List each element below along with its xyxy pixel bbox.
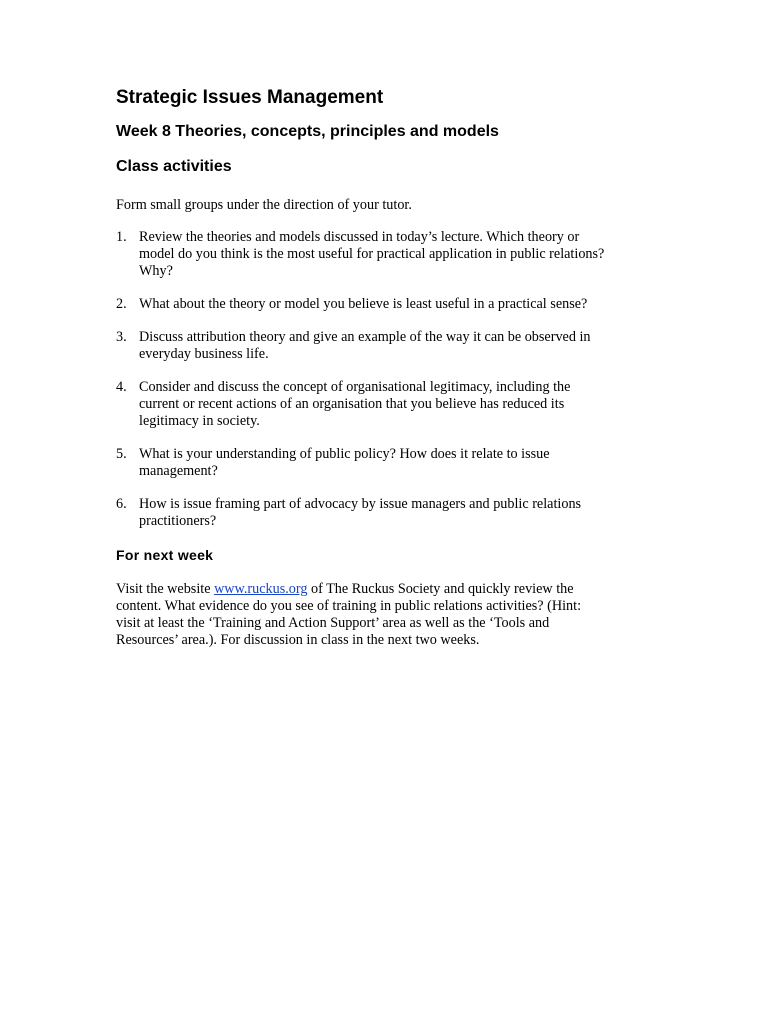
- document-title: Strategic Issues Management: [116, 87, 384, 108]
- next-week-line: visit at least the ‘Training and Action Support’ area as well as the ‘Tools and: [116, 615, 550, 631]
- activity-number: 3.: [116, 329, 127, 345]
- activity-line: Discuss attribution theory and give an example of the way it can be observed in: [139, 329, 591, 345]
- activity-number: 5.: [116, 446, 127, 462]
- activity-line: Review the theories and models discussed in today’s lecture. Which theory or: [139, 229, 580, 245]
- activities-list: [116, 229, 656, 530]
- activity-number: 2.: [116, 296, 127, 312]
- next-week-line: content. What evidence do you see of training in public relations activities? (Hint:: [116, 598, 582, 614]
- intro-paragraph: Form small groups under the direction of your tutor.: [116, 197, 412, 213]
- activity-item-1: [116, 229, 656, 280]
- activity-item-2: [116, 296, 656, 313]
- activity-line: practitioners?: [139, 513, 217, 529]
- next-week-paragraph: [116, 581, 656, 649]
- activity-item-3: [116, 329, 656, 363]
- next-week-lead-text: Visit the website: [116, 581, 215, 597]
- next-week-line-1-rest: of The Ruckus Society and quickly review the: [307, 581, 574, 597]
- activity-line: What is your understanding of public policy? How does it relate to issue: [139, 446, 550, 462]
- section-heading-next-week: For next week: [116, 547, 214, 563]
- activity-line: everyday business life.: [139, 346, 269, 362]
- activity-line: model do you think is the most useful for practical application in public relations?: [139, 246, 605, 262]
- activity-number: 1.: [116, 229, 127, 245]
- week-heading: Week 8 Theories, concepts, principles and models: [116, 123, 499, 140]
- activity-item-6: [116, 496, 656, 530]
- activity-number: 6.: [116, 496, 127, 512]
- section-heading-class-activities: Class activities: [116, 158, 232, 175]
- activity-line: management?: [139, 463, 218, 479]
- activity-line: How is issue framing part of advocacy by issue managers and public relations: [139, 496, 582, 512]
- ruckus-website-link[interactable]: www.ruckus.org: [214, 581, 308, 597]
- activity-line: Consider and discuss the concept of organisational legitimacy, including the: [139, 379, 571, 395]
- activity-line: Why?: [139, 263, 173, 279]
- activity-number: 4.: [116, 379, 127, 395]
- activity-item-5: [116, 446, 656, 480]
- next-week-line: Resources’ area.). For discussion in class in the next two weeks.: [116, 632, 480, 648]
- activity-line: legitimacy in society.: [139, 413, 260, 429]
- document-content: [116, 86, 656, 649]
- activity-line: current or recent actions of an organisation that you believe has reduced its: [139, 396, 565, 412]
- activity-item-4: [116, 379, 656, 430]
- activity-line: What about the theory or model you believe is least useful in a practical sense?: [139, 296, 588, 312]
